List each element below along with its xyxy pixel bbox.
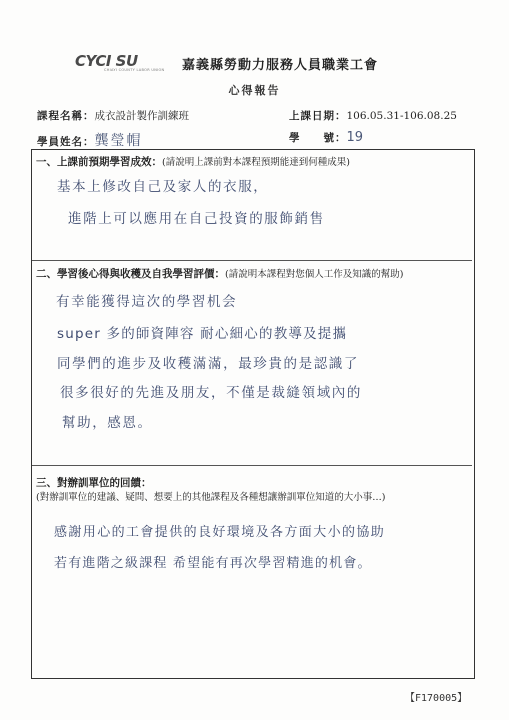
course-row — [37, 108, 189, 123]
date-value: 106.05.31-106.08.25 — [346, 110, 457, 122]
number-row — [289, 130, 363, 145]
section-note: (對辦訓單位的建議、疑問、想要上的其他課程及各種想讓辦訓單位知道的大小事…) — [36, 492, 386, 503]
report-title: 心得報告 — [228, 84, 281, 97]
union-logo: CYCI SU — [75, 52, 138, 70]
handwritten-line: 同學們的進步及收穫滿滿，最珍貴的是認識了 — [57, 356, 359, 372]
student-label: 學員姓名： — [37, 136, 95, 148]
section-reflections — [32, 260, 472, 466]
form-header — [0, 50, 509, 72]
number-value: 19 — [346, 130, 364, 145]
handwritten-line: 幫助，感恩。 — [62, 415, 153, 431]
section-title: 二、學習後心得與收穫及自我學習評價： — [36, 268, 225, 280]
student-row — [37, 130, 143, 150]
form-box — [31, 149, 475, 679]
section-heading — [36, 266, 403, 281]
section-title: 一、上課前預期學習成效： — [36, 156, 162, 168]
handwritten-line: 基本上修改自己及家人的衣服， — [57, 179, 269, 195]
date-label: 上課日期： — [289, 110, 347, 122]
date-row — [289, 108, 457, 123]
course-name: 成衣設計製作訓練班 — [94, 110, 189, 122]
section-note: (請說明本課程對您個人工作及知識的幫助) — [225, 269, 404, 280]
union-logo-subtitle: CHIAYI COUNTY LABOR UNION — [104, 68, 165, 72]
section-heading — [36, 154, 350, 169]
section-heading — [36, 475, 152, 490]
section-note: (請說明上課前對本課程預期能達到何種成果) — [162, 157, 350, 168]
handwritten-line: 感謝用心的工會提供的良好環境及各方面大小的協助 — [54, 525, 386, 540]
handwritten-line: 進階上可以應用在自己投資的服飾銷售 — [68, 211, 325, 227]
section-feedback — [32, 465, 472, 679]
handwritten-line: super 多的師資陣容 耐心細心的教導及提攜 — [57, 326, 348, 342]
organization-name: 嘉義縣勞動力服務人員職業工會 — [182, 58, 379, 73]
handwritten-line: 有幸能獲得這次的學習机会 — [56, 294, 238, 310]
student-name: 龔瑩帽 — [94, 133, 143, 149]
form-code: 【F170005】 — [405, 693, 468, 704]
handwritten-line: 很多很好的先進及朋友，不僅是裁縫領域內的 — [60, 385, 362, 401]
handwritten-line: 若有進階之級課程 希望能有再次學習精進的机會。 — [54, 556, 372, 571]
number-label: 學 號： — [289, 132, 347, 144]
section-expectations — [32, 150, 472, 260]
course-label: 課程名稱： — [37, 110, 95, 122]
section-title: 三、對辦訓單位的回饋： — [36, 477, 152, 489]
